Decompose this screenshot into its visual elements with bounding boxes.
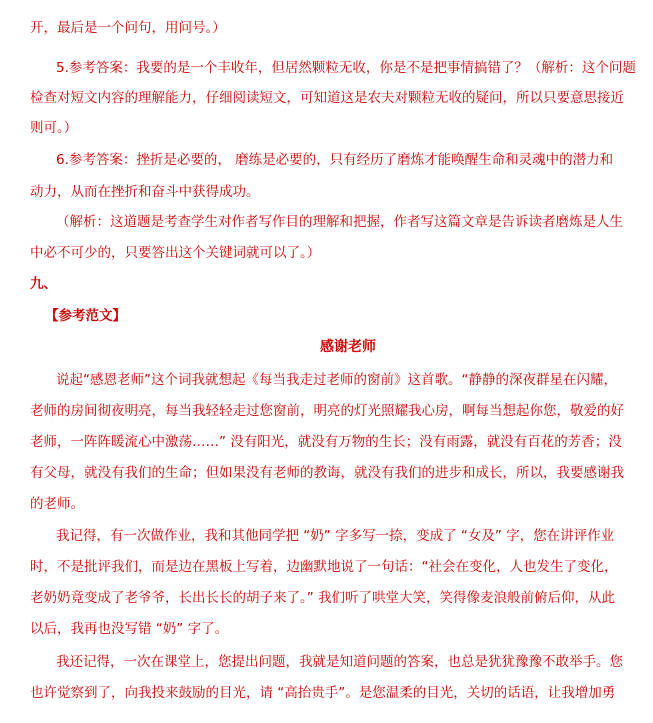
section-heading: 九、: [30, 276, 57, 292]
text-line-15: 有父母，就没有我们的生命；但如果没有老师的教诲，就没有我们的进步和成长，所以，我要感谢我: [30, 465, 624, 481]
text-line-4: 则可。）: [30, 120, 78, 136]
reference-essay-label: 【参考范文】: [45, 308, 126, 324]
text-line-2: 5.参考答案：我要的是一个丰收年，但居然颗粒无收，你是不是把事情搞错了？（解析：这个问题: [56, 60, 636, 76]
essay-title: 感谢老师: [320, 339, 376, 355]
text-line-17: 我记得，有一次做作业，我和其他同学把 “奶” 字多写一捺，变成了 “女及” 字，您在讲评作业: [56, 528, 615, 544]
text-line-21: 我还记得，一次在课堂上，您提出问题，我就是知道问题的答案，也总是犹犹豫豫不敢举手。您: [56, 654, 623, 670]
text-line-12: 说起“感恩老师”这个词我就想起《每当我走过老师的窗前》这首歌。“静静的深夜群星在闪耀，: [56, 372, 617, 388]
text-line-14: 老师，一阵阵暖流心中激荡……” 没有阳光，就没有万物的生长；没有雨露，就没有百花的芳香；没: [30, 434, 622, 450]
text-line-22: 也许觉察到了，向我投来鼓励的目光，请 “高抬贵手”。是您温柔的目光，关切的话语，让我增加勇: [30, 685, 616, 701]
text-line-8: 中必不可少的，只要答出这个关键词就可以了。）: [30, 245, 321, 261]
text-line-6: 动力，从而在挫折和奋斗中获得成功。: [30, 184, 260, 200]
text-line-20: 以后，我再也没写错 “奶” 字了。: [30, 621, 229, 637]
text-line-5: 6.参考答案：挫折是必要的， 磨练是必要的，只有经历了磨炼才能唤醒生命和灵魂中的潜力和: [56, 152, 614, 168]
text-line-13: 老师的房间彻夜明亮，每当我轻轻走过您窗前，明亮的灯光照耀我心房，啊每当想起你您，敬爱的好: [30, 403, 624, 419]
text-line-16: 的老师。: [30, 496, 84, 512]
text-line-3: 检查对短文内容的理解能力，仔细阅读短文，可知道这是农夫对颗粒无收的疑问，所以只要意思接近: [30, 90, 624, 106]
text-line-19: 老奶奶竟变成了老爷爷，长出长长的胡子来了。” 我们听了哄堂大笑，笑得像麦浪般前俯后仰，从此: [30, 590, 616, 606]
text-line-1: 开，最后是一个问句，用问号。）: [30, 20, 226, 36]
text-line-7: （解析：这道题是考查学生对作者写作目的理解和把握，作者写这篇文章是告诉读者磨炼是人生: [56, 214, 623, 230]
text-line-18: 时，不是批评我们，而是边在黑板上写着，边幽默地说了一句话：“社会在变化，人也发生了变化，: [30, 559, 618, 575]
